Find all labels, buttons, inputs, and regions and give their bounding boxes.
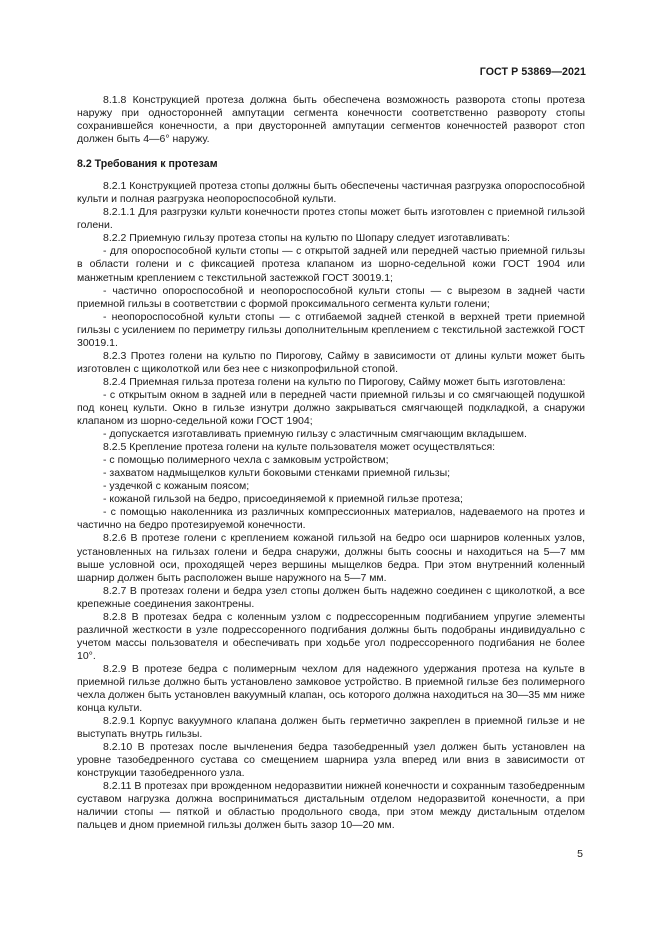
paragraph: 8.2.11 В протезах при врожденном недоразвитии нижней конечности и сохранным тазобедренным суставом нагрузка должна восприниматься дистальным отделом недоразвитой конечности, а при наличии стопы — пяткой и областью продольного свода, при этом между дистальным отделом пальцев и дном приемной гильзы должен быть зазор 10—20 мм.	[77, 780, 585, 832]
list-item: - частично опороспособной и неопороспособной культи стопы — с вырезом в задней части приемной гильзы в соответствии с формой проксимального сегмента культи голени;	[77, 284, 585, 310]
paragraph: 8.2.6 В протезе голени с креплением кожаной гильзой на бедро оси шарниров коленных узлов, установленных на гильзах голени и бедра снаружи, должны быть соосны и находиться на 5—7 мм выше условной оси, проходящей через вершины мыщелков бедра. При этом внутренний коленный шарнир должен быть расположен выше наружного на 5—7 мм.	[77, 532, 585, 584]
standard-header: ГОСТ Р 53869—2021	[479, 66, 586, 78]
list-item: - допускается изготавливать приемную гильзу с эластичным смягчающим вкладышем.	[103, 428, 527, 441]
paragraph: 8.2.1 Конструкцией протеза стопы должны быть обеспечены частичная разгрузка опороспособной культи и полная разгрузка неопороспособной культи.	[77, 180, 585, 206]
paragraph: 8.2.10 В протезах после вычленения бедра тазобедренный узел должен быть установлен на уровне тазобедренного сустава со смещением шарнира узла вперед или вниз в зависимости от конструкции тазобедренного узла.	[77, 741, 585, 780]
list-item: - с открытым окном в задней или в передней части приемной гильзы и со смягчающей подушкой под конец культи. Окно в гильзе изнутри должно закрываться смягчающей подкладкой, а снаружи клапаном из шорно-седельной кожи ГОСТ 1904;	[77, 388, 585, 428]
section-heading: 8.2 Требования к протезам	[77, 158, 218, 171]
document-body	[77, 94, 585, 833]
list-item: - кожаной гильзой на бедро, присоединяемой к приемной гильзе протеза;	[103, 493, 463, 506]
paragraph: 8.2.9.1 Корпус вакуумного клапана должен быть герметично закреплен в приемной гильзе и не выступать внутрь гильзы.	[77, 715, 585, 741]
paragraph-8-1-8: 8.1.8 Конструкцией протеза должна быть обеспечена возможность разворота стопы протеза наружу при односторонней ампутации сегмента конечности соответственно развороту стопы сохранившейся конечности, а при двусторонней ампутации сегментов конечностей разворот стоп должен быть 4—6° наружу.	[77, 94, 585, 146]
list-item: - неопороспособной культи стопы — с отгибаемой задней стенкой в верхней трети приемной гильзы с усилением по периметру гильзы дополнительным креплением с текстильной застежкой ГОСТ 30019.1.	[77, 310, 585, 349]
paragraph: 8.2.8 В протезах бедра с коленным узлом с подрессоренным подгибанием упругие элементы различной жесткости в узле подрессоренного подгибания должны быть подобраны индивидуально с учетом массы пользователя и обеспечивать при ходьбе угол подрессоренного подгибания не более 10°.	[77, 610, 585, 662]
paragraph: 8.2.2 Приемную гильзу протеза стопы на культю по Шопару следует изготавливать:	[103, 232, 510, 245]
list-item: - для опороспособной культи стопы — с открытой задней или передней частью приемной гильзы в области голени и с фиксацией протеза клапаном из шорно-седельной кожи ГОСТ 1904 или манжетным креплением с текстильной застежкой ГОСТ 30019.1;	[77, 245, 585, 284]
paragraph: 8.2.1.1 Для разгрузки культи конечности протез стопы может быть изготовлен с приемной гильзой голени.	[77, 206, 585, 232]
list-item: - с помощью наколенника из различных компрессионных материалов, надеваемого на протез и частично на бедро протезируемой конечности.	[77, 506, 585, 532]
page-number: 5	[577, 848, 583, 860]
list-item: - уздечкой с кожаным поясом;	[103, 480, 250, 493]
paragraph: 8.2.7 В протезах голени и бедра узел стопы должен быть надежно соединен с щиколоткой, а все крепежные соединения законтрены.	[77, 584, 585, 610]
list-item: - с помощью полимерного чехла с замковым устройством;	[103, 454, 389, 467]
paragraph: 8.2.3 Протез голени на культю по Пирогову, Сайму в зависимости от длины культи может быть изготовлен с щиколоткой или без нее с низкопрофильной стопой.	[77, 349, 585, 375]
paragraph: 8.2.4 Приемная гильза протеза голени на культю по Пирогову, Сайму может быть изготовлена:	[103, 375, 566, 388]
list-item: - захватом надмыщелков культи боковыми стенками приемной гильзы;	[103, 467, 451, 480]
paragraph: 8.2.5 Крепление протеза голени на культе пользователя может осуществляться:	[103, 441, 496, 454]
paragraph: 8.2.9 В протезе бедра с полимерным чехлом для надежного удержания протеза на культе в приемной гильзе должно быть установлено замковое устройство. В приемной гильзе без полимерного чехла должен быть установлен вакуумный клапан, ось которого должна находиться на 30—35 мм ниже конца культи.	[77, 662, 585, 715]
